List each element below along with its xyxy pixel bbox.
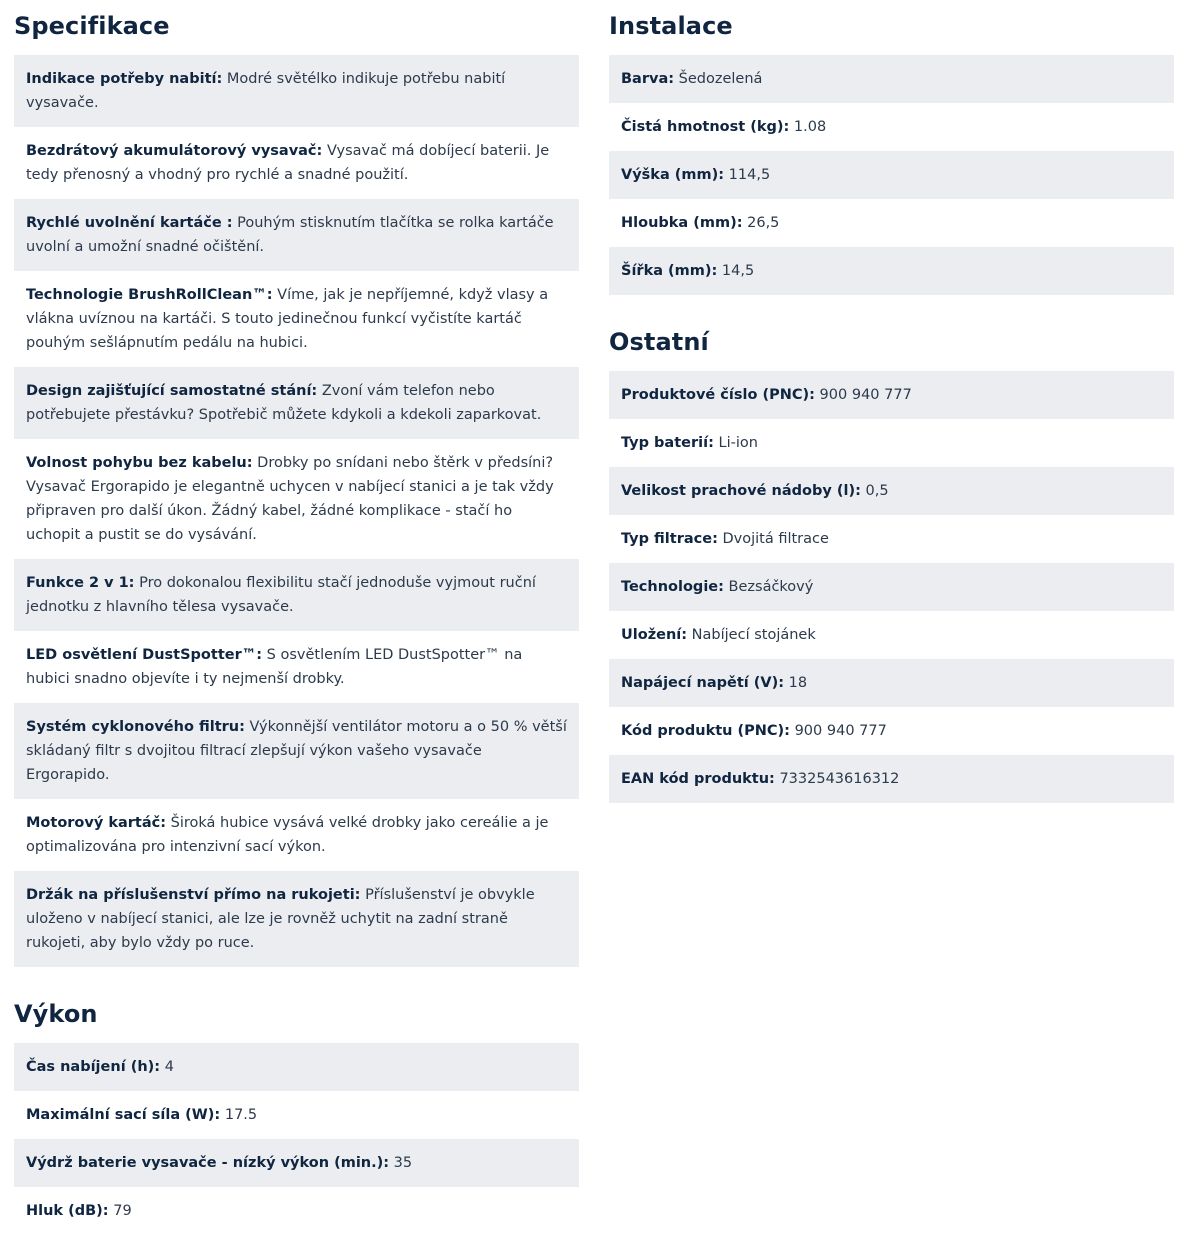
spec-row — [14, 55, 579, 127]
spec-label: Uložení: — [621, 627, 688, 643]
spec-row — [609, 371, 1174, 419]
spec-label: Kód produktu (PNC): — [621, 723, 790, 739]
spec-label: Produktové číslo (PNC): — [621, 387, 815, 403]
spec-value: 17.5 — [220, 1107, 258, 1123]
spec-label: Volnost pohybu bez kabelu: — [26, 455, 253, 471]
section-title-specifikace: Specifikace — [14, 12, 170, 40]
spec-label: Funkce 2 v 1: — [26, 575, 135, 591]
spec-row — [609, 611, 1174, 659]
spec-label: Motorový kartáč: — [26, 815, 167, 831]
spec-value: 26,5 — [742, 215, 780, 231]
spec-label: Typ filtrace: — [621, 531, 718, 547]
spec-row — [14, 271, 579, 367]
spec-value: Dvojitá filtrace — [717, 531, 829, 547]
spec-value: Modré světélko indikuje potřebu nabití vysavače. — [26, 71, 506, 111]
spec-label: Držák na příslušenství přímo na rukojeti: — [26, 887, 361, 903]
spec-value: 79 — [108, 1203, 132, 1219]
spec-value: Zvoní vám telefon nebo potřebujete přestávku? Spotřebič můžete kdykoli a kdekoli zaparkovat. — [26, 383, 542, 423]
spec-value: 900 940 777 — [814, 387, 912, 403]
section-title-vykon: Výkon — [14, 1000, 98, 1028]
spec-row — [609, 151, 1174, 199]
spec-label: Šířka (mm): — [621, 263, 718, 279]
spec-value: Drobky po snídani nebo štěrk v předsíni? Vysavač Ergorapido je elegantně uchycen v nabíjecí stanici a je tak vždy připraven pro další úkon. Žádný kabel, žádné komplikace - stačí ho uchopit a pustit se do vysávání. — [26, 455, 554, 543]
spec-list — [14, 55, 579, 967]
spec-value: 4 — [160, 1059, 174, 1075]
spec-list — [609, 55, 1174, 295]
spec-label: EAN kód produktu: — [621, 771, 775, 787]
spec-label: Rychlé uvolnění kartáče : — [26, 215, 233, 231]
spec-value: 14,5 — [717, 263, 755, 279]
spec-value: Příslušenství je obvykle uloženo v nabíjecí stanici, ale lze je rovněž uchytit na zadní straně rukojeti, aby bylo vždy po ruce. — [26, 887, 535, 951]
spec-label: Velikost prachové nádoby (l): — [621, 483, 861, 499]
spec-value: 7332543616312 — [774, 771, 900, 787]
spec-label: Design zajišťující samostatné stání: — [26, 383, 318, 399]
spec-value: 114,5 — [724, 167, 771, 183]
spec-row — [14, 871, 579, 967]
spec-row — [609, 103, 1174, 151]
spec-row — [609, 707, 1174, 755]
spec-label: Čas nabíjení (h): — [26, 1059, 161, 1075]
spec-row — [14, 1139, 579, 1187]
spec-value: Nabíjecí stojánek — [687, 627, 816, 643]
spec-value: Li-ion — [713, 435, 758, 451]
spec-value: Šedozelená — [674, 71, 763, 87]
spec-label: Napájecí napětí (V): — [621, 675, 785, 691]
spec-label: Výška (mm): — [621, 167, 725, 183]
spec-value: 0,5 — [860, 483, 889, 499]
spec-value: Výkonnější ventilátor motoru a o 50 % větší skládaný filtr s dvojitou filtrací zlepšují výkon vašeho vysavače Ergorapido. — [26, 719, 567, 783]
spec-row — [609, 467, 1174, 515]
spec-label: Čistá hmotnost (kg): — [621, 119, 790, 135]
section-title-instalace: Instalace — [609, 12, 733, 40]
spec-label: Maximální sací síla (W): — [26, 1107, 221, 1123]
spec-row — [609, 419, 1174, 467]
spec-row — [609, 247, 1174, 295]
spec-row — [609, 755, 1174, 803]
spec-row — [14, 367, 579, 439]
section-title-ostatni: Ostatní — [609, 328, 709, 356]
spec-label: Indikace potřeby nabití: — [26, 71, 223, 87]
spec-row — [14, 559, 579, 631]
spec-row — [609, 199, 1174, 247]
spec-row — [609, 659, 1174, 707]
spec-label: LED osvětlení DustSpotter™: — [26, 647, 263, 663]
spec-value: 18 — [784, 675, 808, 691]
spec-label: Hloubka (mm): — [621, 215, 743, 231]
spec-value: 1.08 — [789, 119, 827, 135]
spec-label: Systém cyklonového filtru: — [26, 719, 245, 735]
spec-list — [14, 1043, 579, 1235]
spec-row — [14, 799, 579, 871]
spec-row — [14, 439, 579, 559]
spec-row — [14, 703, 579, 799]
spec-label: Technologie BrushRollClean™: — [26, 287, 273, 303]
spec-row — [14, 1043, 579, 1091]
spec-value: S osvětlením LED DustSpotter™ na hubici snadno objevíte i ty nejmenší drobky. — [26, 647, 523, 687]
spec-row — [14, 631, 579, 703]
spec-label: Výdrž baterie vysavače - nízký výkon (min.): — [26, 1155, 390, 1171]
spec-row — [609, 563, 1174, 611]
spec-label: Typ baterií: — [621, 435, 714, 451]
spec-value: Vysavač má dobíjecí baterii. Je tedy přenosný a vhodný pro rychlé a snadné použití. — [26, 143, 550, 183]
spec-value: 35 — [389, 1155, 413, 1171]
spec-value: Pro dokonalou flexibilitu stačí jednoduše vyjmout ruční jednotku z hlavního tělesa vysavače. — [26, 575, 536, 615]
spec-row — [609, 515, 1174, 563]
spec-row — [14, 1187, 579, 1235]
right-column — [609, 0, 1174, 803]
spec-value: 900 940 777 — [789, 723, 887, 739]
spec-label: Barva: — [621, 71, 675, 87]
spec-label: Technologie: — [621, 579, 724, 595]
spec-row — [609, 55, 1174, 103]
left-column — [14, 0, 579, 1235]
spec-value: Víme, jak je nepříjemné, když vlasy a vlákna uvíznou na kartáči. S touto jedinečnou funkcí vyčistíte kartáč pouhým sešlápnutím pedálu na hubici. — [26, 287, 549, 351]
spec-row — [14, 127, 579, 199]
spec-value: Bezsáčkový — [723, 579, 814, 595]
spec-row — [14, 199, 579, 271]
spec-row — [14, 1091, 579, 1139]
spec-label: Bezdrátový akumulátorový vysavač: — [26, 143, 323, 159]
spec-value: Pouhým stisknutím tlačítka se rolka kartáče uvolní a umožní snadné očištění. — [26, 215, 554, 255]
spec-value: Široká hubice vysává velké drobky jako cereálie a je optimalizována pro intenzivní sací výkon. — [26, 815, 549, 855]
spec-list — [609, 371, 1174, 803]
spec-label: Hluk (dB): — [26, 1203, 109, 1219]
